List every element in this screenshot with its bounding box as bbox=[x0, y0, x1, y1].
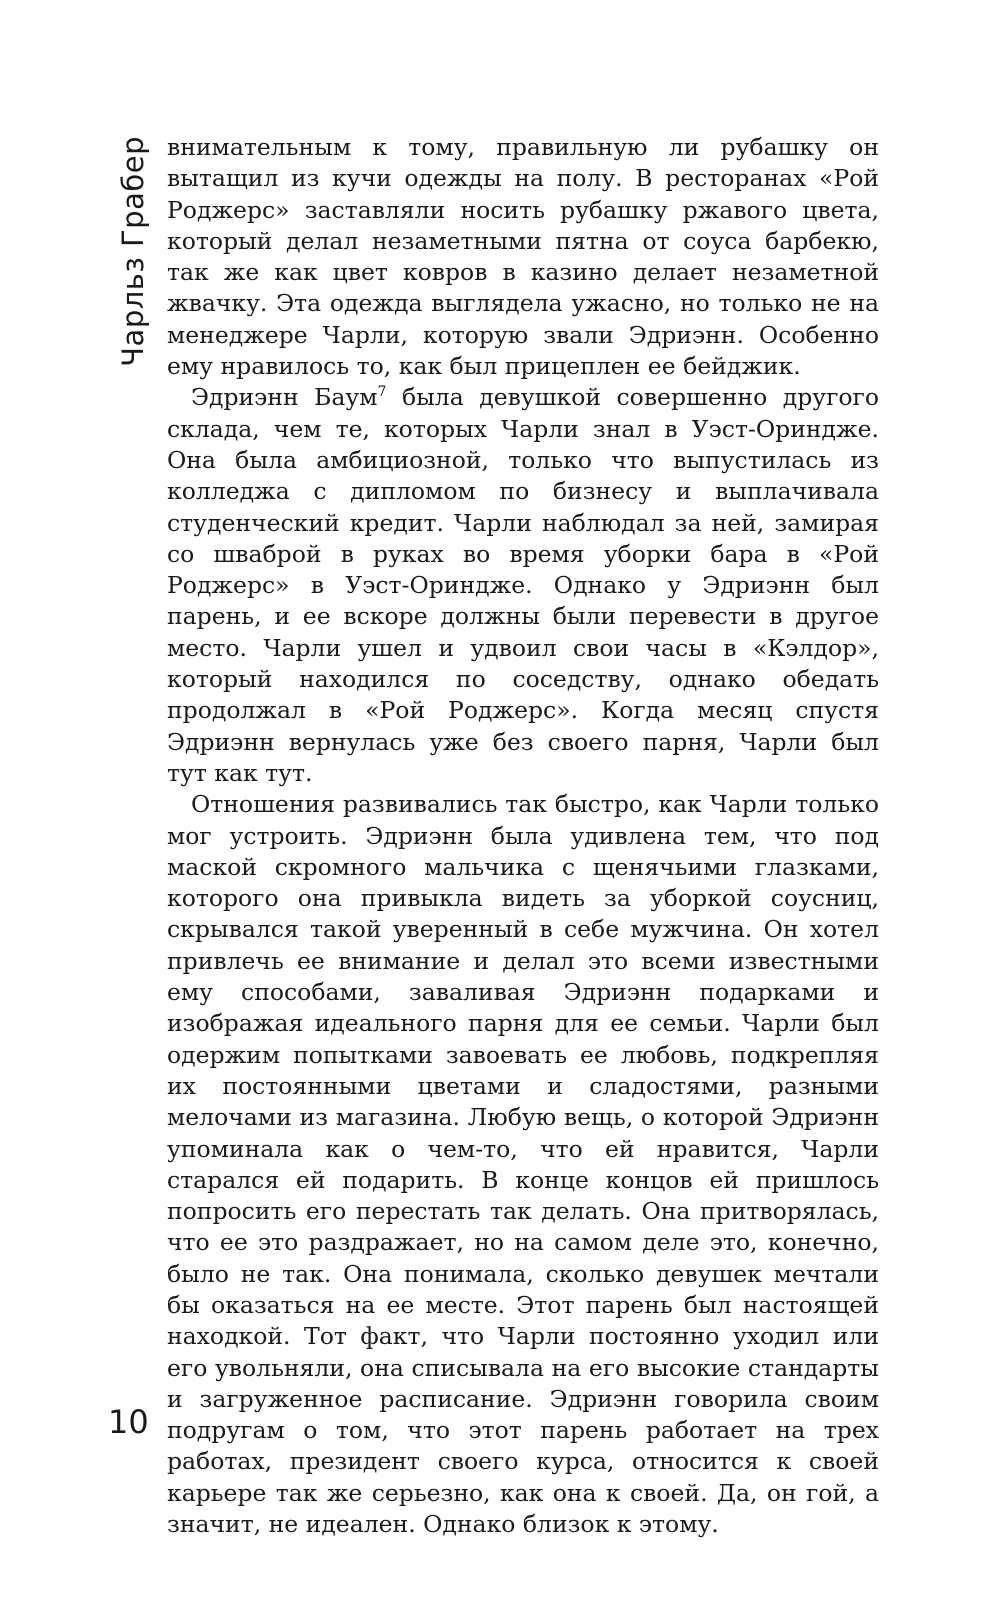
paragraph-2 bbox=[167, 382, 879, 789]
paragraph-2-rest: была девушкой совершенно другого склада, чем те, которых Чарли знал в Уэст-Ориндже. Она была амбициозной, только что выпустилась из колледжа с дипломом по бизнесу и выплачивала студенческий кредит. Чарли наблюдал за ней, замирая со шваброй в руках во время уборки бара в «Рой Роджерс» в Уэст-Ориндже. Однако у Эдриэнн был парень, и ее вскоре должны были перевести в другое место. Чарли ушел и удвоил свои часы в «Кэлдор», который находился по соседству, однако обедать продолжал в «Рой Роджерс». Когда месяц спустя Эдриэнн вернулась уже без своего парня, Чарли был тут как тут. bbox=[167, 383, 879, 787]
paragraph-1: внимательным к тому, правильную ли рубашку он вытащил из кучи одежды на полу. В ресторанах «Рой Роджерс» заставляли носить рубашку ржавого цвета, который делал незаметными пятна от соуса барбекю, так же как цвет ковров в казино делает незаметной жвачку. Эта одежда выглядела ужасно, но только не на менеджере Чарли, которую звали Эдриэнн. Особенно ему нравилось то, как был прицеплен ее бейджик. bbox=[167, 133, 879, 381]
running-head bbox=[112, 136, 152, 367]
body-text bbox=[167, 132, 879, 1540]
paragraph-3: Отношения развивались так быстро, как Чарли только мог устроить. Эдриэнн была удивлена тем, что под маской скромного мальчика с щенячьими глазками, которого она привыкла видеть за уборкой соусниц, скрывался такой уверенный в себе мужчина. Он хотел привлечь ее внимание и делал это всеми известными ему способами, заваливая Эдриэнн подарками и изображая идеального парня для ее семьи. Чарли был одержим попытками завоевать ее любовь, подкрепляя их постоянными цветами и сладостями, разными мелочами из магазина. Любую вещь, о которой Эдриэнн упоминала как о чем-то, что ей нравится, Чарли старался ей подарить. В конце концов ей пришлось попросить его перестать так делать. Она притворялась, что ее это раздражает, но на самом деле это, конечно, было не так. Она понимала, сколько девушек мечтали бы оказаться на ее месте. Этот парень был настоящей находкой. Тот факт, что Чарли постоянно уходил или его увольняли, она списывала на его высокие стандарты и загруженное расписание. Эдриэнн говорила своим подругам о том, что этот парень работает на трех работах, президент своего курса, относится к своей карьере так же серьезно, как она к своей. Да, он гой, а значит, не идеален. Однако близок к этому. bbox=[167, 790, 879, 1539]
author-name: Чарльз Грабер bbox=[116, 136, 150, 367]
footnote-reference: 7 bbox=[377, 384, 387, 401]
page-number: 10 bbox=[108, 1403, 149, 1441]
paragraph-2-start: Эдриэнн Баум bbox=[191, 383, 378, 412]
